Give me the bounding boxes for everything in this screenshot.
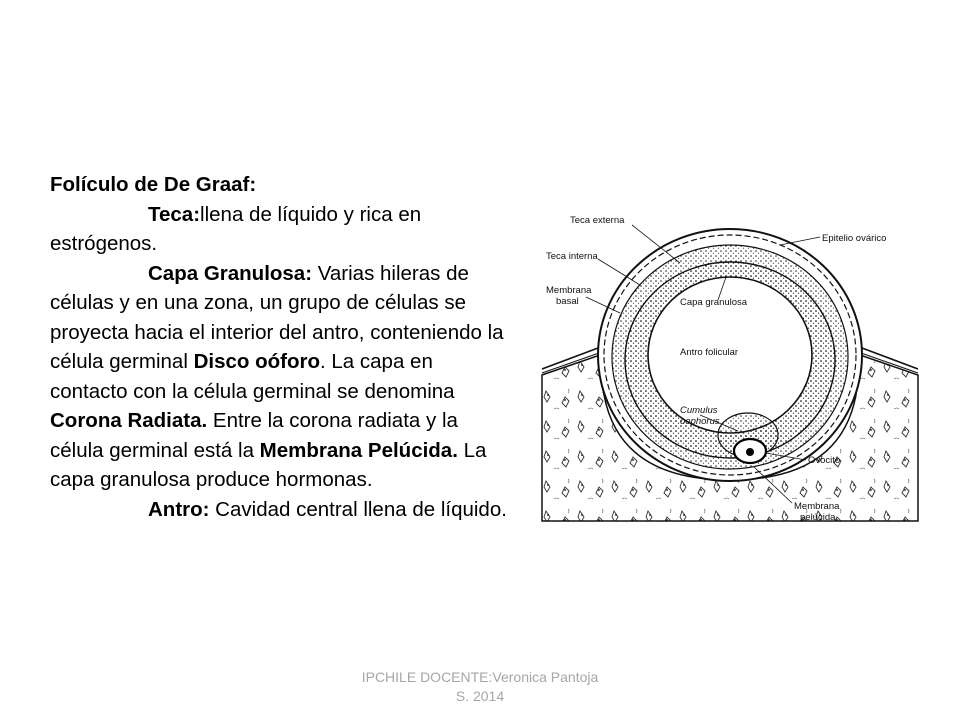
- disco-oophoro-term: Disco oóforo: [193, 350, 320, 373]
- label-ovocito: Ovocito: [808, 455, 841, 466]
- label-antro: Antro folicular: [680, 347, 739, 358]
- label-cumulus-2: oophorus: [680, 416, 720, 427]
- graafian-follicle-diagram: [540, 205, 920, 525]
- slide-text: [50, 170, 512, 524]
- slide-heading: Folículo de De Graaf:: [50, 173, 257, 196]
- label-membrana-basal-2: basal: [556, 296, 579, 307]
- teca-paragraph: [50, 200, 512, 259]
- membrana-pelucida-term: Membrana Pelúcida.: [259, 438, 458, 462]
- footer-line-2: S. 2014: [455, 688, 505, 704]
- teca-text: llena de líquido y rica en estrógenos.: [50, 202, 422, 255]
- granulosa-label: Capa Granulosa:: [148, 261, 313, 285]
- label-epitelio: Epitelio ovárico: [822, 233, 887, 244]
- antro-label: Antro:: [148, 497, 210, 521]
- label-teca-interna: Teca interna: [546, 251, 598, 262]
- granulosa-text-4: La capa granulosa produce hormonas.: [50, 438, 487, 491]
- granulosa-text-3: Entre la corona radiata y la célula germinal está la: [50, 409, 458, 462]
- label-capa-granulosa: Capa granulosa: [680, 297, 748, 308]
- granulosa-text: Varias hileras de células y en una zona, un grupo de células se proyecta hacia el interior del antro, conteniendo la célula germinal: [50, 261, 504, 373]
- label-membrana-basal: Membrana: [546, 285, 592, 296]
- label-membrana-pelucida: Membrana: [794, 501, 840, 512]
- antro-paragraph: [50, 495, 512, 525]
- label-cumulus: Cumulus: [680, 405, 718, 416]
- teca-label: Teca:: [148, 202, 201, 226]
- antro-text: Cavidad central llena de líquido.: [209, 497, 507, 521]
- granulosa-text-2: . La capa en contacto con la célula germinal se denomina: [50, 350, 455, 403]
- granulosa-paragraph: [50, 259, 512, 495]
- footer-line-1: IPCHILE DOCENTE:Veronica Pantoja: [361, 669, 599, 685]
- slide-footer: [330, 668, 630, 706]
- oocyte-nucleus: [746, 448, 754, 456]
- corona-radiata-term: Corona Radiata.: [50, 409, 208, 432]
- label-membrana-pelucida-2: pelúcida: [800, 512, 836, 523]
- label-teca-externa: Teca externa: [570, 215, 625, 226]
